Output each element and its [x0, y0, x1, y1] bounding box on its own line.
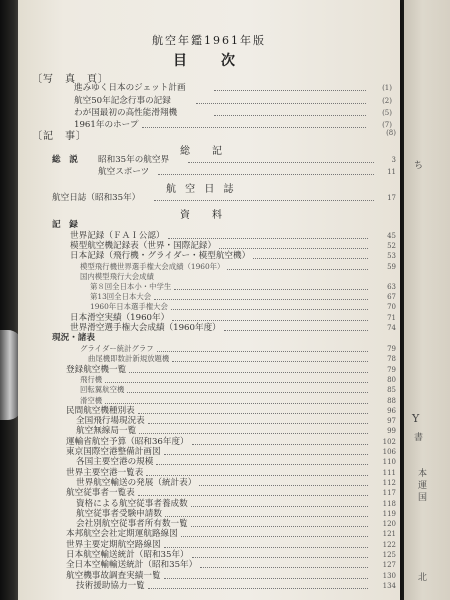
- toc-entry: 各国主要空港の規模: [76, 457, 154, 468]
- book-title: 航空年鑑1961年版: [152, 34, 266, 47]
- toc-entry: 日本記録（飛行機・グライダー・模型航空機）: [70, 251, 251, 262]
- toc-entry: 全国飛行場現況表: [76, 416, 145, 427]
- toc-entry: 世界主要空港一覧表: [66, 467, 144, 478]
- articles-heading: 〔記 事〕: [32, 131, 87, 142]
- dot-leader: [172, 320, 368, 321]
- photo-item-2: 航空50年記念行事の記録: [74, 96, 171, 106]
- toc-page-number: 79: [387, 365, 396, 374]
- dot-leader: [157, 351, 368, 352]
- dot-leader: [199, 485, 368, 486]
- dot-leader: [196, 103, 366, 104]
- toc-page-number: 125: [382, 551, 396, 559]
- diary-page: 17: [387, 194, 396, 202]
- dot-leader: [224, 330, 368, 331]
- dot-leader: [148, 423, 368, 424]
- toc-page-number: 85: [387, 386, 396, 395]
- toc-page-number: 53: [387, 252, 396, 261]
- adjacent-fragment: 本: [418, 469, 428, 479]
- photo-page-1: (1): [382, 84, 392, 92]
- toc-entry: 技術援助協力一覧: [76, 580, 145, 591]
- toc-entry: 模型航空機記録表（世界・国際記録）: [70, 241, 217, 252]
- toc-page-number: 117: [382, 489, 396, 498]
- toc-entry: 航空機事故調査実績一覧: [66, 570, 161, 581]
- dot-leader: [165, 516, 368, 517]
- dot-leader: [219, 248, 368, 249]
- toc-page-number: 102: [382, 437, 396, 446]
- general-heading: 総 記: [180, 146, 228, 157]
- toc-page-number: 45: [387, 232, 396, 240]
- toc-entry: 全日本空輸輸送統計（昭和35年）: [66, 560, 198, 571]
- toc-entry: 曲尾機即数計新規放題機: [88, 354, 170, 364]
- toc-page-number: 80: [387, 375, 396, 384]
- photo-page-2: (2): [382, 97, 392, 105]
- toc-entry: 登録航空機一覧: [66, 364, 127, 375]
- toc-page-number: 122: [382, 540, 396, 549]
- toc-page-number: 70: [387, 303, 396, 312]
- dot-leader: [156, 464, 368, 465]
- dot-leader: [191, 506, 368, 507]
- toc-page-number: 63: [387, 283, 396, 291]
- dot-leader: [200, 567, 368, 568]
- toc-page-number: 120: [382, 520, 396, 529]
- dot-leader: [227, 269, 368, 270]
- general-item-1: 昭和35年の航空界: [98, 155, 170, 165]
- toc-entry: 第13回全日本大会: [90, 292, 152, 302]
- toc-entry: 航空従事者受験申請数: [76, 508, 162, 519]
- toc-page-number: 59: [387, 262, 396, 271]
- dot-leader: [138, 413, 368, 414]
- book-spine: [0, 0, 20, 600]
- adjacent-fragment: 国: [418, 493, 428, 503]
- dot-leader: [146, 475, 368, 476]
- toc-entry: 国内模型飛行大会成績: [80, 271, 154, 281]
- dot-leader: [138, 495, 368, 496]
- toc-page-number: 110: [382, 458, 396, 467]
- photo-page-3: (5): [382, 109, 392, 117]
- toc-page-number: 71: [387, 313, 396, 322]
- general-page-2: 11: [387, 168, 396, 176]
- toc-entry: 会社別航空従事者所有数一覧: [76, 519, 188, 530]
- toc-page-number: 118: [382, 499, 396, 508]
- toc-page-number: 127: [382, 561, 396, 570]
- toc-page-number: 96: [387, 406, 396, 415]
- general-page-1: 3: [391, 156, 396, 164]
- adjacent-fragment: 書: [414, 433, 424, 443]
- adjacent-fragment: ち: [414, 161, 424, 171]
- toc-entry: 世界記録（ＦＡＩ公認）: [70, 231, 165, 241]
- dot-leader: [191, 526, 368, 527]
- adjacent-fragment: 運: [418, 481, 428, 491]
- toc-page-number: 52: [387, 242, 396, 251]
- toc-entry: 回転翼航空機: [80, 385, 125, 395]
- general-tag: 総 説: [52, 155, 78, 165]
- toc-entry: 滑空機: [80, 395, 103, 405]
- toc-page-number: 79: [387, 345, 396, 353]
- toc-entry: 日本航空輸送統計（昭和35年）: [66, 550, 189, 560]
- toc-entry: 1960年日本選手権大会: [90, 302, 168, 312]
- toc-entry: 東京国際空港整備計画図: [66, 447, 161, 457]
- dot-leader: [168, 238, 368, 239]
- toc-page-number: 67: [387, 293, 396, 302]
- dot-leader: [154, 299, 368, 300]
- toc-page-number: 134: [382, 581, 396, 590]
- status-tag: 現況・諸表: [52, 333, 95, 343]
- toc-page-number: 88: [387, 396, 396, 405]
- toc-page: [18, 0, 400, 600]
- dot-leader: [181, 536, 368, 537]
- dot-leader: [127, 392, 368, 393]
- photo-page-extra: (8): [386, 129, 396, 137]
- records-tag: 記 録: [52, 220, 78, 230]
- toc-entry: 世界航空輸送の発展（統計表）: [76, 477, 197, 488]
- dot-leader: [142, 127, 366, 128]
- dot-leader: [164, 454, 368, 455]
- toc-entry: 運輸省航空予算（昭和36年度）: [66, 436, 189, 447]
- toc-page-number: 99: [387, 427, 396, 436]
- diary-item: 航空日誌（昭和35年）: [52, 193, 141, 203]
- dot-leader: [214, 115, 366, 116]
- toc-entry: 世界主要定期航空路線図: [66, 539, 161, 550]
- dot-leader: [139, 433, 368, 434]
- dot-leader: [164, 578, 368, 579]
- toc-page-number: 97: [387, 417, 396, 426]
- toc-page-number: 106: [382, 448, 396, 456]
- photos-heading: 〔写 真 頁〕: [32, 74, 109, 85]
- toc-entry: 民間航空機種別表: [66, 405, 135, 416]
- toc-entry: 第８回全日本小・中学生: [90, 282, 172, 291]
- dot-leader: [214, 90, 366, 91]
- dot-leader: [253, 258, 368, 259]
- toc-entry: 模型飛行機世界選手権大会成績（1960年）: [80, 261, 225, 271]
- photo-page-4: (7): [382, 121, 392, 129]
- toc-entry: グライダー統計グラフ: [80, 344, 154, 353]
- toc-page-number: 130: [382, 571, 396, 580]
- dot-leader: [105, 382, 368, 383]
- dot-leader: [171, 309, 368, 310]
- dot-leader: [192, 557, 368, 558]
- toc-page-number: 119: [382, 509, 396, 518]
- dot-leader: [148, 588, 368, 589]
- toc-page-number: 74: [387, 323, 396, 332]
- dot-leader: [164, 547, 368, 548]
- toc-entry: 本邦航空会社定期運航路線図: [66, 529, 178, 540]
- dot-leader: [174, 289, 368, 290]
- photo-item-1: 進みゆく日本のジェット計画: [74, 83, 186, 93]
- diary-heading: 航 空 日 誌: [166, 184, 237, 195]
- toc-entry: 資格による航空従事者養成数: [76, 498, 188, 509]
- toc-page-number: 112: [382, 478, 396, 487]
- toc-title: 目 次: [173, 53, 245, 69]
- dot-leader: [188, 162, 374, 163]
- photo-item-3: わが国最初の高性能滑翔機: [74, 108, 178, 118]
- toc-entry: 日本滑空実績（1960年）: [70, 312, 170, 323]
- toc-entry: 航空無線局一覧: [76, 426, 137, 437]
- dot-leader: [154, 200, 374, 201]
- general-item-2: 航空スポーツ: [98, 167, 150, 177]
- dot-leader: [172, 361, 368, 362]
- toc-page-number: 111: [382, 468, 396, 477]
- adjacent-page: [404, 0, 450, 600]
- dot-leader: [129, 372, 368, 373]
- toc-entry: 飛行機: [80, 374, 103, 384]
- toc-entry: 航空従事者一覧表: [66, 488, 135, 499]
- dot-leader: [158, 174, 374, 175]
- dot-leader: [192, 444, 368, 445]
- adjacent-fragment: Y: [412, 412, 420, 425]
- toc-page-number: 121: [382, 530, 396, 539]
- materials-heading: 資 料: [180, 210, 228, 221]
- adjacent-fragment: 北: [418, 573, 428, 583]
- toc-entry: 世界滑空選手権大会成績（1960年度）: [70, 322, 221, 333]
- toc-page-number: 78: [387, 355, 396, 364]
- photo-item-4: 1961年のホープ: [74, 120, 139, 130]
- dot-leader: [105, 403, 368, 404]
